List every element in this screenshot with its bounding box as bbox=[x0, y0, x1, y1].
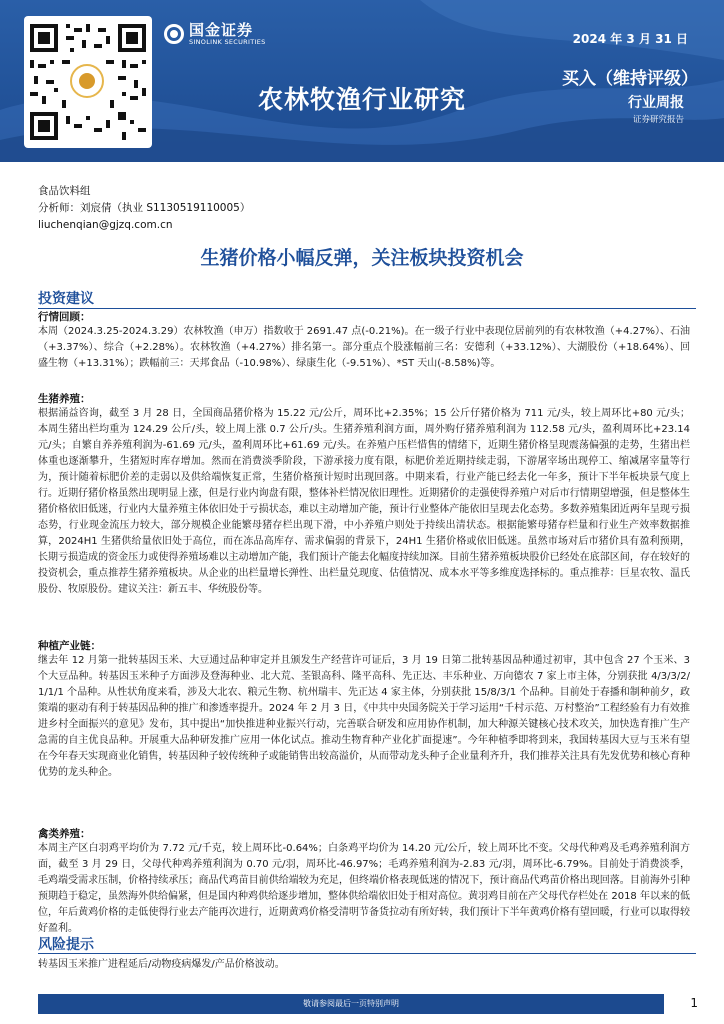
analyst-info bbox=[38, 183, 250, 234]
page-number: 1 bbox=[690, 996, 698, 1010]
qr-code bbox=[24, 16, 152, 148]
review-heading: 行情回顾： bbox=[38, 311, 91, 323]
poultry-paragraph: 本周主产区白羽鸡平均价为 7.72 元/千克，较上周环比-0.64%；白条鸡平均价为 14.20 元/公斤，较上周环比不变。父母代种鸡及毛鸡养殖利润方面，截至 3 月 29 日，父母代种鸡养殖利润为 0.70 元/羽，周环比-46.97%；毛鸡养殖利润为-2.83 元/羽，周环比-6.79%。目前处于消费淡季，毛鸡端受需求压制，价格持续承压；商品代鸡苗目前供给端较为充足，但终端价格表现低迷的情况下，预计商品代鸡苗价格出现回落。目前海外引种预期趋于稳定，虽然海外供给偏紧，但是国内种鸡供给逐步增加，整体供给端依旧处于相对高位。黄羽鸡目前在产父母代存栏处在 2018 年以来的低位，年后黄鸡价格的走低使得行业去产能再次进行，近期黄鸡价格受清明节备货拉动有所好转，我们预计下半年黄鸡价格有望回暖，行业可以取得较好盈利。 bbox=[38, 843, 690, 934]
report-header bbox=[0, 0, 724, 162]
brand-name-cn: 国金证券 bbox=[189, 21, 254, 39]
poultry-heading: 禽类养殖： bbox=[38, 828, 91, 840]
brand-logo-icon bbox=[164, 24, 184, 44]
section-heading-risk: 风险提示 bbox=[38, 937, 94, 953]
main-title: 生猪价格小幅反弹，关注板块投资机会 bbox=[200, 247, 524, 269]
section-divider bbox=[38, 953, 696, 954]
risk-paragraph: 转基因玉米推广进程延后/动物疫病爆发/产品价格波动。 bbox=[38, 959, 285, 970]
rating-label: 买入（维持评级） bbox=[562, 69, 698, 89]
footer-disclaimer[interactable]: 敬请参阅最后一页特别声明 bbox=[303, 999, 399, 1008]
breeding-heading: 生猪养殖： bbox=[38, 393, 91, 405]
planting-paragraph: 继去年 12 月第一批转基因玉米、大豆通过品种审定并且颁发生产经营许可证后，3 月 19 日第二批转基因品种通过初审，其中包含 27 个玉米、3 个大豆品种。转基因玉米种子方面涉及登海种业、北大荒、荃银高科、隆平高科、先正达、丰乐种业、万向德农 7 家上市主体，分别获批 4/3/3/2/1/1/1 个品种。从性状角度来看，涉及大北农、粮元生物、杭州瑞丰、先正达 4 家主体，分别获批 15/8/3/1 个品种。目前处于春播和制种前夕，政策端的驱动有利于转基因品种的推广和渗透率提升。2024 年 2 月 3 日，《中共中央国务院关于学习运用“千村示范、万村整治”工程经验有力有效推进乡村全面振兴的意见》发布，其中提出“加快推进种业振兴行动，完善联合研发和应用协作机制，加大种源关键核心技术攻关，加快选育推广生产急需的自主优良品种。开展重大品种研发推广应用一体化试点。推动生物育种产业化扩面提速”。今年种植季即将到来，我国转基因大豆与玉米有望在今年春天实现商业化销售，转基因种子较传统种子或能销售出较高溢价，从而带动龙头种子企业量利齐升，我们推荐关注具有先发优势和核心育种优势的龙头种企。 bbox=[38, 655, 690, 778]
section-heading-advice: 投资建议 bbox=[38, 291, 94, 307]
brand-name-en: SINOLINK SECURITIES bbox=[189, 38, 266, 46]
analyst-name: 分析师：刘宸倩（执业 S1130519110005） bbox=[38, 202, 251, 214]
report-date: 2024 年 3 月 31 日 bbox=[572, 32, 688, 46]
planting-heading: 种植产业链： bbox=[38, 640, 101, 652]
report-kind: 行业周报 bbox=[628, 95, 684, 111]
qr-center-logo bbox=[70, 64, 104, 98]
analyst-team: 食品饮料组 bbox=[38, 185, 91, 197]
section-divider bbox=[38, 308, 696, 309]
report-type: 证券研究报告 bbox=[632, 115, 684, 125]
analyst-email[interactable]: liuchenqian@gjzq.com.cn bbox=[38, 219, 173, 231]
report-title: 农林牧渔行业研究 bbox=[258, 85, 467, 114]
brand-logo-group bbox=[164, 22, 266, 46]
review-paragraph: 本周（2024.3.25-2024.3.29）农林牧渔（申万）指数收于 2691.47 点(-0.21%)。在一级子行业中表现位居前列的有农林牧渔（+4.27%）、石油（+3.37%）、综合（+2.28%）。农林牧渔（+4.27%）排名第一。部分重点个股涨幅前三名：安德利（+33.12%）、大湖股份（+18.64%）、回盛生物（+13.31%）；跌幅前三：天邦食品（-10.98%）、绿康生化（-9.51%）、*ST 天山(-8.58%)等。 bbox=[38, 326, 690, 369]
breeding-paragraph: 根据涌益咨询，截至 3 月 28 日，全国商品猪价格为 15.22 元/公斤，周环比+2.35%；15 公斤仔猪价格为 711 元/头，较上周环比+80 元/头；本周生猪出栏均重为 124.29 公斤/头，较上周上涨 0.7 公斤/头。生猪养殖利润方面，周外购仔猪养殖利润为 112.58 元/头，盈利周环比+23.14 元/头；自繁自养养殖利润为-61.69 元/头，盈利周环比+61.69 元/头。在养殖户压栏惜售的情绪下，近期生猪价格呈现震荡偏强的走势，生猪出栏体重也逐渐攀升，生猪短时库存增加。然而在消费淡季阶段，下游承接力度有限，标肥价差近期持续走弱，下游屠宰场出现停工、缩减屠宰量等行为，预计随着标肥价差的走弱以及供给端恢复正常，生猪价格预计短时出现回落。中期来看，行业产能已经去化一年多，预计下半年板块景气度上行。近期仔猪价格虽然出现明显上涨，但是行业内询盘有限，整体补栏情况依旧理性。近期猪价的走强使得养殖户对后市行情期望增强，但是整体生猪价格依旧低迷，行业内大量养殖主体依旧处于亏损状态，难以主动增加产能，预计行业整体产能依旧呈现去化态势。多数养殖集团近两年呈现亏损态势，行业现金流压力较大，部分规模企业能繁母猪存栏出现下滑，中小养殖户则处于持续出清状态。根据能繁母猪存栏量和行业生产效率数据推算，2024H1 生猪供给量依旧处于高位，而在冻品高库存、需求偏弱的背景下，24H1 生猪价格或依旧低迷。虽然市场对后市猪价具有盈利预期，长期亏损造成的资金压力或使得养殖场难以主动增加产能，我们预计产能去化幅度持续加深。目前生猪养殖板块股价已经处在底部区间，存在较好的投资机会，重点推荐生猪养殖板块。从企业的出栏量增长弹性、出栏量兑现度、估值情况、成本水平等多维度选择标的。重点推荐：巨星农牧、温氏股份、牧原股份。建议关注：新五丰、华统股份等。 bbox=[38, 408, 690, 595]
